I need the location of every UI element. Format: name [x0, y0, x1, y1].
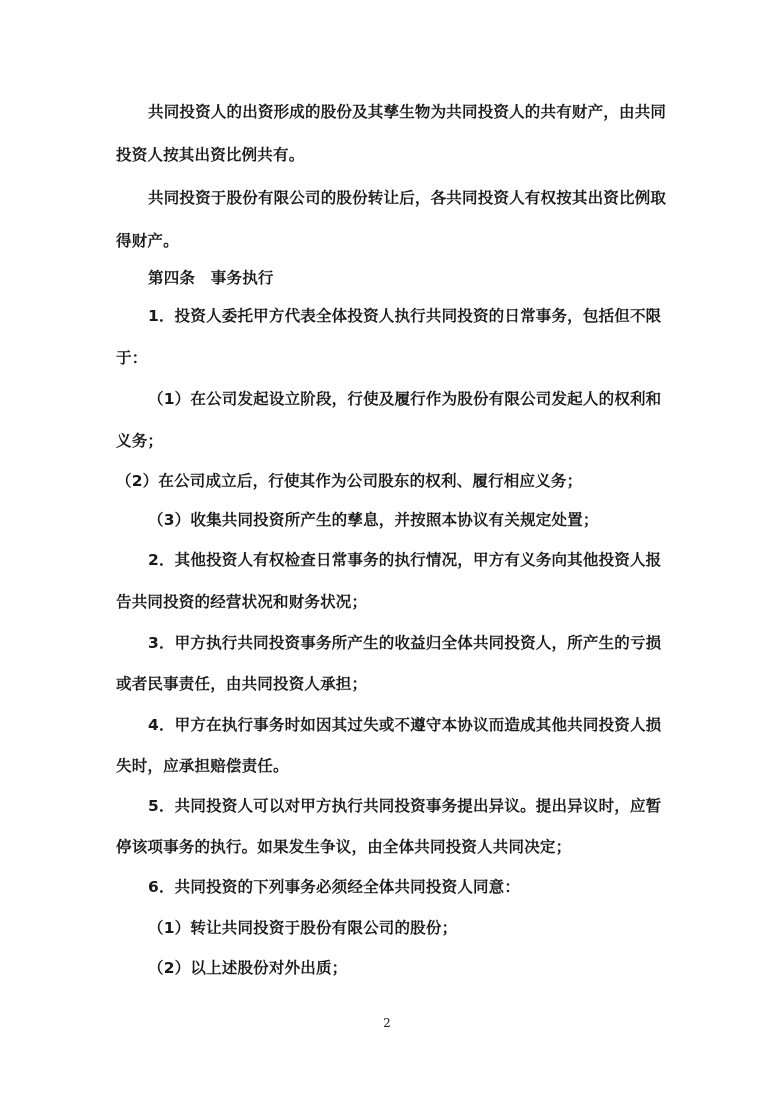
paragraph-line: 于：: [116, 349, 148, 367]
paragraph-line: （1）在公司发起设立阶段，行使及履行作为股份有限公司发起人的权利和: [148, 390, 662, 408]
paragraph-line: 停该项事务的执行。如果发生争议，由全体共同投资人共同决定；: [116, 838, 572, 856]
paragraph-line: 或者民事责任，由共同投资人承担；: [116, 675, 368, 693]
paragraph-line: 告共同投资的经营状况和财务状况；: [116, 593, 368, 611]
paragraph-line: 3．甲方执行共同投资事务所产生的收益归全体共同投资人，所产生的亏损: [148, 634, 662, 652]
paragraph-line: 共同投资于股份有限公司的股份转让后，各共同投资人有权按其出资比例取: [148, 189, 667, 207]
paragraph-line: （2）以上述股份对外出质；: [148, 959, 348, 977]
paragraph-line: 共同投资人的出资形成的股份及其孳生物为共同投资人的共有财产，由共同: [148, 103, 667, 121]
paragraph-line: （1）转让共同投资于股份有限公司的股份；: [148, 919, 458, 937]
paragraph-line: 6．共同投资的下列事务必须经全体共同投资人同意：: [148, 878, 521, 896]
paragraph-line: 得财产。: [116, 232, 179, 250]
section-heading: 第四条 事务执行: [148, 269, 274, 287]
paragraph-line: 失时，应承担赔偿责任。: [116, 757, 289, 775]
paragraph-line: 5．共同投资人可以对甲方执行共同投资事务提出异议。提出异议时，应暂: [148, 797, 662, 815]
paragraph-line: 义务；: [116, 432, 164, 450]
paragraph-line: 4．甲方在执行事务时如因其过失或不遵守本协议而造成其他共同投资人损: [148, 716, 662, 734]
paragraph-line: 1．投资人委托甲方代表全体投资人执行共同投资的日常事务，包括但不限: [148, 307, 662, 325]
paragraph-line: （2）在公司成立后，行使其作为公司股东的权利、履行相应义务；: [116, 472, 583, 490]
paragraph-line: 2．其他投资人有权检查日常事务的执行情况，甲方有义务向其他投资人报: [148, 551, 662, 569]
paragraph-line: 投资人按其出资比例共有。: [116, 146, 305, 164]
paragraph-line: （3）收集共同投资所产生的孳息，并按照本协议有关规定处置；: [148, 511, 599, 529]
page-number: 2: [383, 1016, 391, 1030]
